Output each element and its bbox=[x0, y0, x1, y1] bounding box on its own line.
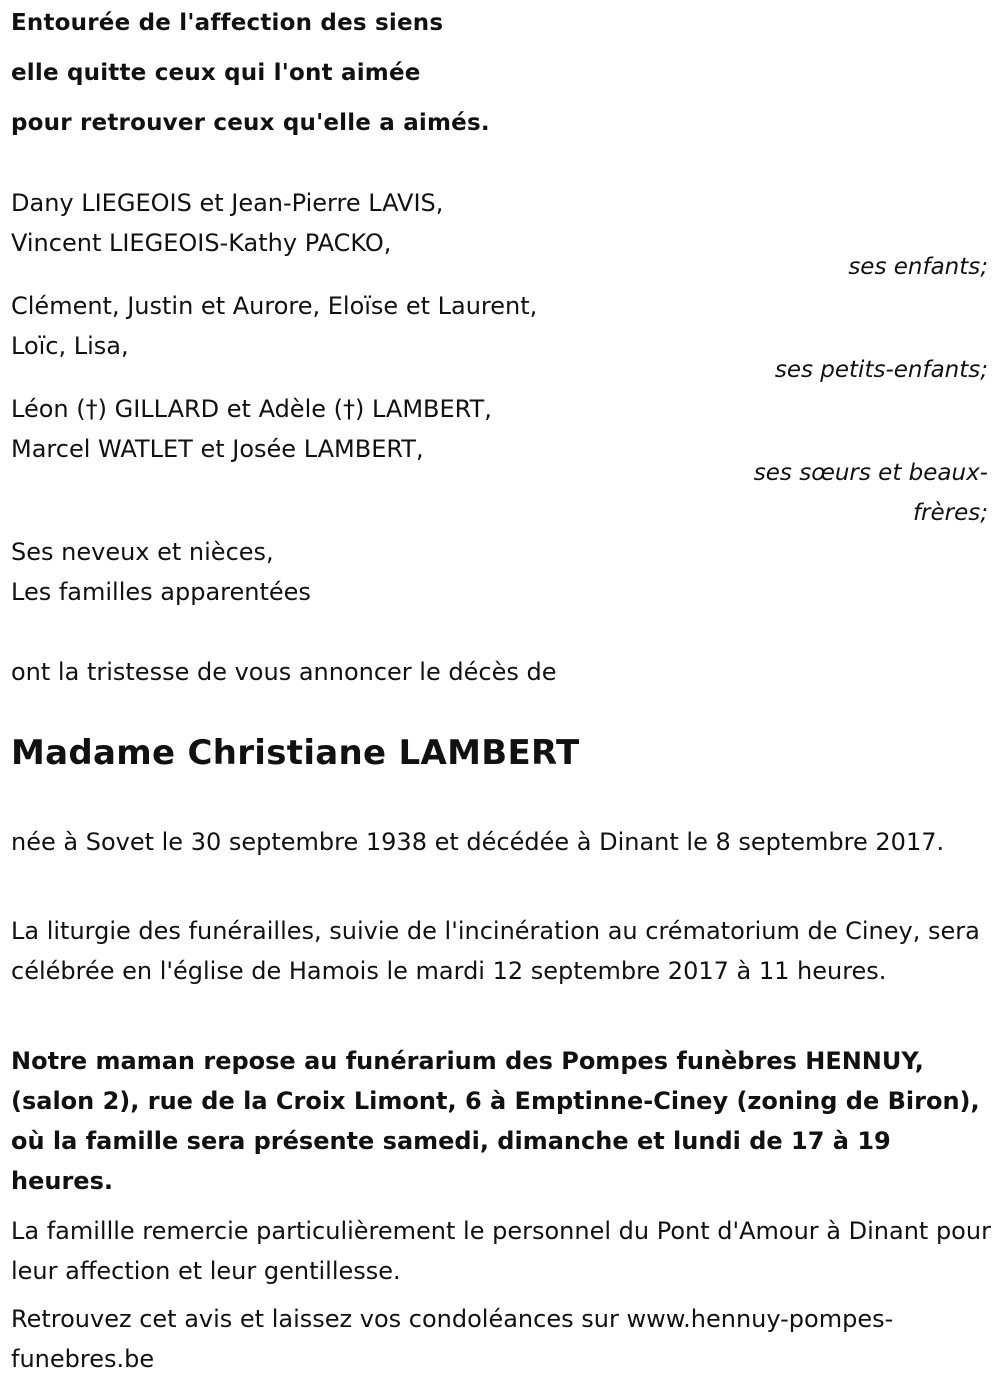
siblings-role-line-1: ses sœurs et beaux- bbox=[753, 460, 988, 486]
poem-line-1: Entourée de l'affection des siens bbox=[11, 10, 444, 36]
grandchildren-line-2: Loïc, Lisa, bbox=[11, 332, 129, 360]
others-line-2: Les familles apparentées bbox=[11, 578, 311, 606]
deceased-name: Madame Christiane LAMBERT bbox=[11, 733, 580, 773]
thanks-paragraph: La famillle remercie particulièrement le personnel du Pont d'Amour à Dinant pour leur affection et leur gentillesse. bbox=[11, 1217, 991, 1285]
grandchildren-role: ses petits-enfants; bbox=[774, 357, 988, 383]
condolences-paragraph: Retrouvez cet avis et laissez vos condoléances sur www.hennuy-pompes-funebres.be bbox=[11, 1305, 894, 1373]
siblings-line-1: Léon (†) GILLARD et Adèle (†) LAMBERT, bbox=[11, 395, 492, 423]
grandchildren-line-1: Clément, Justin et Aurore, Eloïse et Laurent, bbox=[11, 292, 538, 320]
poem-line-2: elle quitte ceux qui l'ont aimée bbox=[11, 60, 421, 86]
siblings-role-line-2: frères; bbox=[912, 500, 988, 526]
children-line-2: Vincent LIEGEOIS-Kathy PACKO, bbox=[11, 229, 392, 257]
announcement-text: ont la tristesse de vous annoncer le décès de bbox=[11, 658, 557, 686]
children-line-1: Dany LIEGEOIS et Jean-Pierre LAVIS, bbox=[11, 189, 444, 217]
others-line-1: Ses neveux et nièces, bbox=[11, 538, 274, 566]
children-role: ses enfants; bbox=[848, 254, 988, 280]
funeral-paragraph: La liturgie des funérailles, suivie de l'incinération au crématorium de Ciney, sera célébrée en l'église de Hamois le mardi 12 septembre 2017 à 11 heures. bbox=[11, 917, 980, 985]
visitation-paragraph: Notre maman repose au funérarium des Pompes funèbres HENNUY, (salon 2), rue de la Croix Limont, 6 à Emptinne-Ciney (zoning de Biron), où la famille sera présente samedi, dimanche et lundi de 17 à 19 heures. bbox=[11, 1047, 980, 1195]
siblings-line-2: Marcel WATLET et Josée LAMBERT, bbox=[11, 435, 424, 463]
poem-line-3: pour retrouver ceux qu'elle a aimés. bbox=[11, 110, 490, 136]
birth-death-paragraph: née à Sovet le 30 septembre 1938 et décédée à Dinant le 8 septembre 2017. bbox=[11, 828, 945, 856]
